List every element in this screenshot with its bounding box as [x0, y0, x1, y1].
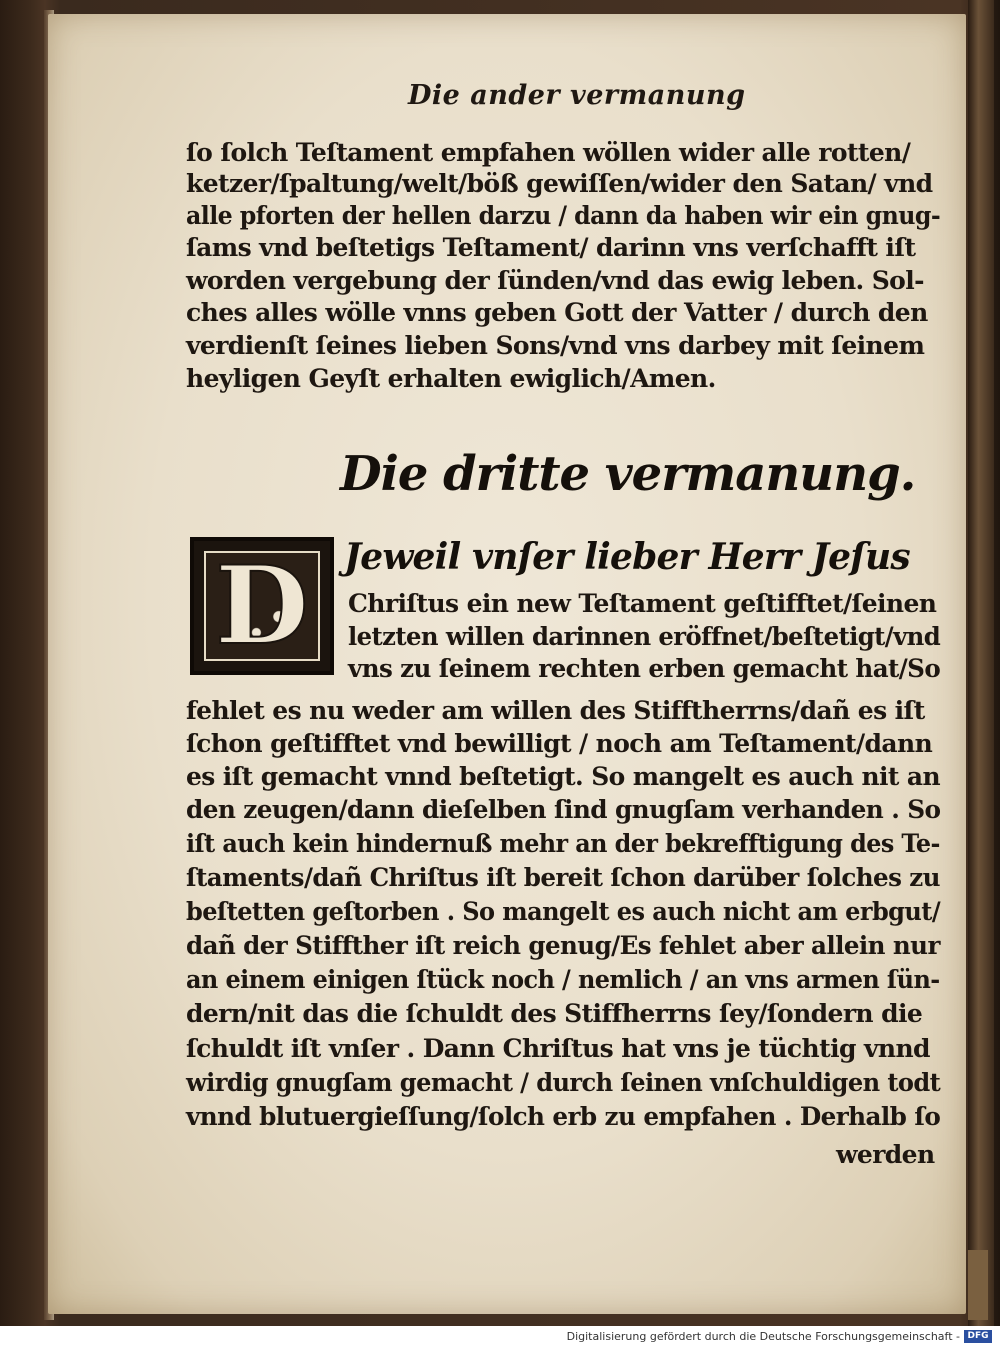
text-line: dern/nit das die ſchuldt des Stiffherrns ſey/ſondern die: [186, 999, 923, 1028]
text-line: an einem einigen ſtück noch / nemlich / an vns armen ſün-: [186, 965, 940, 994]
initial-letter: D: [215, 543, 309, 669]
footer-bar: [0, 1326, 1000, 1348]
running-head: Die ander vermanung: [408, 80, 746, 111]
decorated-initial: [190, 537, 334, 675]
text-line: ches alles wölle vnns geben Gott der Vatter / durch den: [186, 298, 928, 327]
text-line: vnnd blutuergieſſung/ſolch erb zu empfahen . Derhalb ſo: [186, 1102, 941, 1131]
text-line: ſchuldt iſt vnſer . Dann Chriſtus hat vns je tüchtig vnnd: [186, 1034, 930, 1063]
text-line: es iſt gemacht vnnd beſtetigt. So mangelt es auch nit an: [186, 762, 941, 791]
text-line: ſchon geſtifftet vnd bewilligt / noch am Teſtament/dann: [186, 729, 933, 758]
catchword: werden: [836, 1140, 935, 1169]
text-line: wirdig gnugſam gemacht / durch ſeinen vnſchuldigen todt: [186, 1068, 941, 1097]
paragraph-first-line: Jeweil vnſer lieber Herr Jeſus: [344, 536, 910, 578]
section-heading: Die dritte vermanung.: [340, 446, 916, 502]
text-line: ſo ſolch Teſtament empfahen wöllen wider alle rotten/: [186, 138, 911, 167]
text-line: ſtaments/dañ Chriſtus iſt bereit ſchon darüber ſolches zu: [186, 863, 940, 892]
text-line: den zeugen/dann dieſelben ſind gnugſam verhanden . So: [186, 795, 941, 824]
text-line: verdienſt ſeines lieben Sons/vnd vns darbey mit ſeinem: [186, 331, 925, 360]
text-line: worden vergebung der ſünden/vnd das ewig leben. Sol-: [186, 266, 924, 295]
text-line: iſt auch kein hindernuß mehr an der bekrefftigung des Te-: [186, 829, 940, 858]
book-tab: [968, 1250, 988, 1320]
text-line: ſams vnd beſtetigs Teſtament/ darinn vns verſchafft iſt: [186, 233, 916, 262]
footer-credit: Digitalisierung gefördert durch die Deutsche Forschungsgemeinschaft -: [566, 1330, 960, 1343]
text-line: Chriſtus ein new Teſtament geſtifftet/ſeinen: [348, 589, 937, 618]
text-line: ketzer/ſpaltung/welt/böß gewiſſen/wider den Satan/ vnd: [186, 169, 933, 198]
text-line: fehlet es nu weder am willen des Stifftherrns/dañ es iſt: [186, 696, 925, 725]
text-line: vns zu ſeinem rechten erben gemacht hat/So: [348, 654, 941, 683]
text-line: alle pforten der hellen darzu / dann da haben wir ein gnug-: [186, 201, 941, 230]
text-line: beſtetten geſtorben . So mangelt es auch nicht am erbgut/: [186, 897, 941, 926]
text-line: heyligen Geyſt erhalten ewiglich/Amen.: [186, 364, 716, 393]
text-line: letzten willen darinnen eröffnet/beſtetigt/vnd: [348, 622, 941, 651]
book-edge-right: [968, 0, 994, 1330]
text-line: dañ der Stiffther iſt reich genug/Es fehlet aber allein nur: [186, 931, 940, 960]
dfg-logo: DFG: [964, 1330, 992, 1343]
